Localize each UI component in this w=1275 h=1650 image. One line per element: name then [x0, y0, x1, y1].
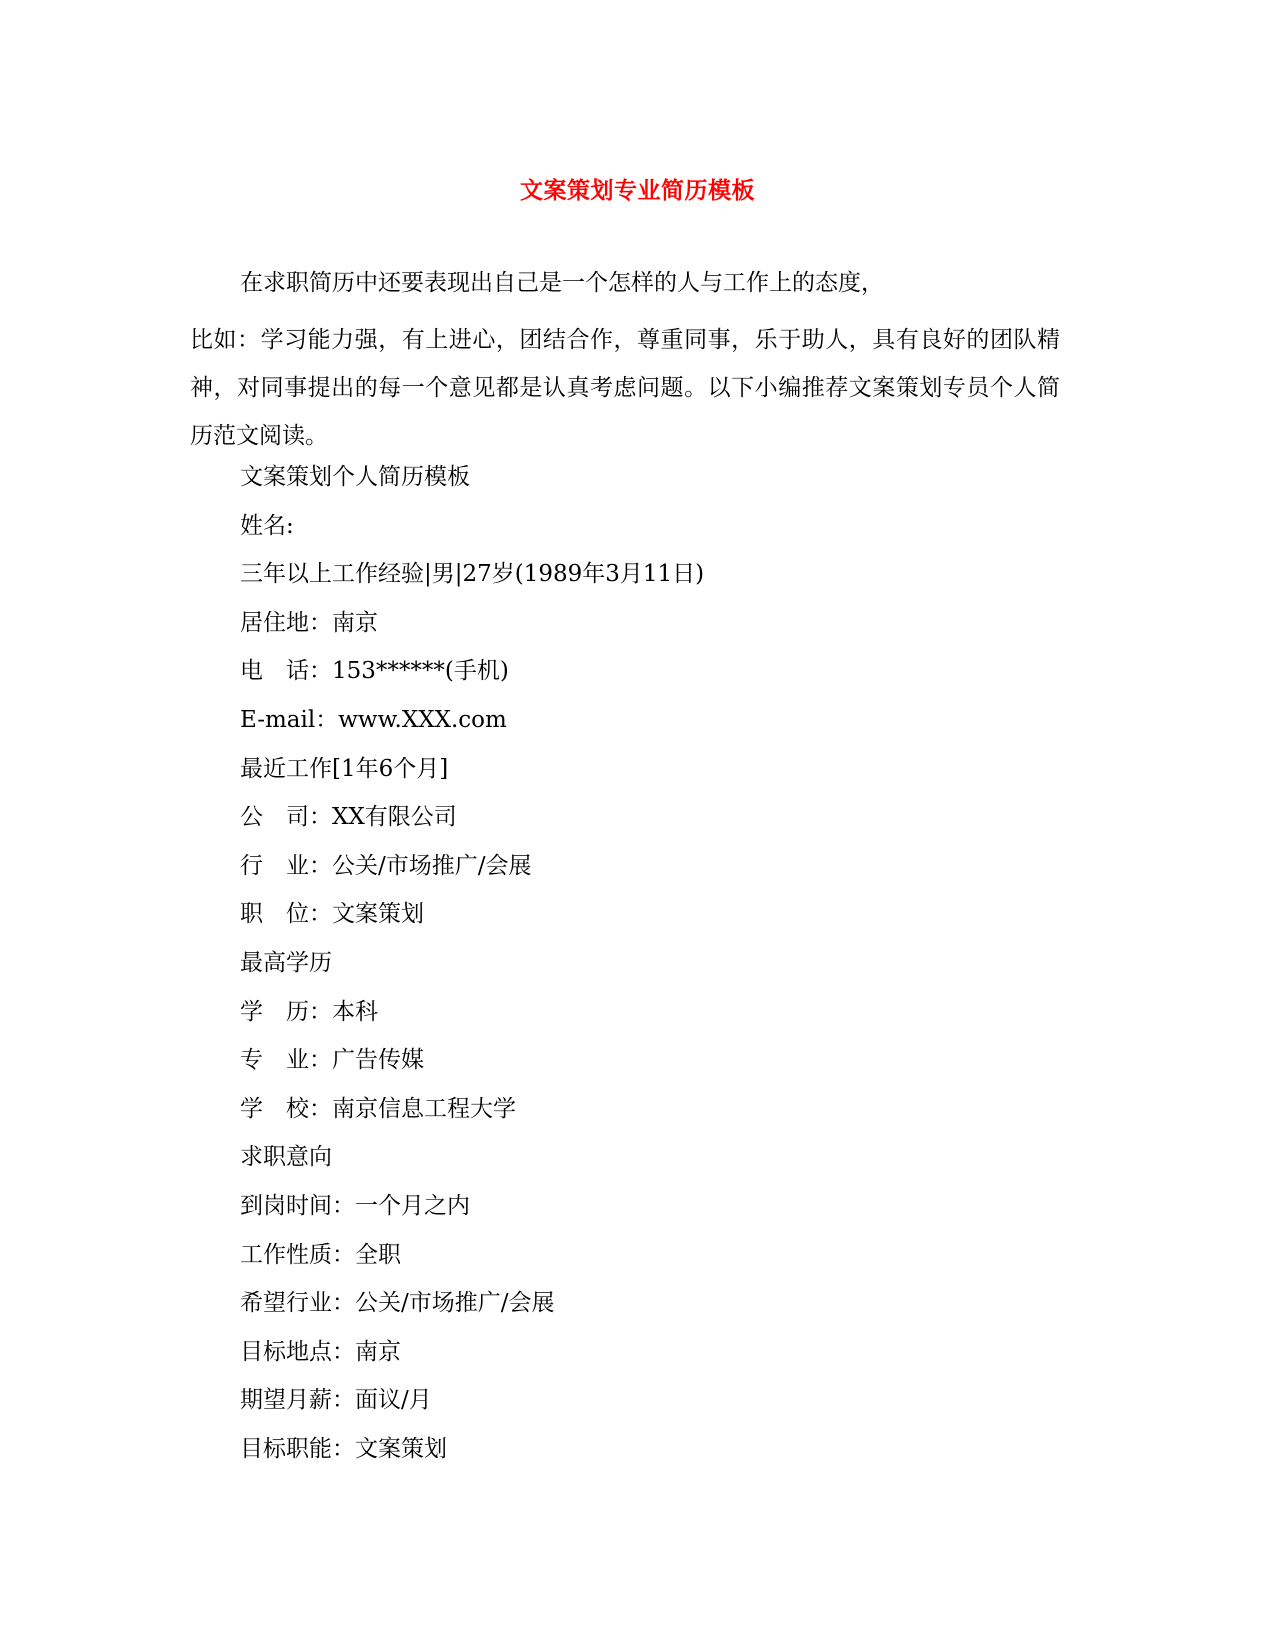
phone-field: 电 话：153******(手机)	[240, 658, 509, 685]
education-heading: 最高学历	[240, 949, 332, 976]
major-field: 专 业：广告传媒	[240, 1047, 424, 1074]
desired-industry-field: 希望行业：公关/市场推广/会展	[240, 1290, 555, 1317]
intro-first-line: 在求职简历中还要表现出自己是一个怎样的人与工作上的态度，	[240, 270, 884, 296]
email-field: E-mail：www.XXX.com	[240, 706, 507, 733]
resume-template-heading: 文案策划个人简历模板	[240, 464, 470, 490]
job-intention-heading: 求职意向	[240, 1144, 332, 1171]
availability-field: 到岗时间：一个月之内	[240, 1192, 470, 1219]
school-field: 学 校：南京信息工程大学	[240, 1095, 516, 1122]
experience-summary: 三年以上工作经验|男|27岁(1989年3月11日)	[240, 561, 705, 588]
expected-salary-field: 期望月薪：面议/月	[240, 1387, 432, 1414]
target-location-field: 目标地点：南京	[240, 1338, 401, 1365]
intro-paragraph: 比如：学习能力强，有上进心，团结合作，尊重同事，乐于助人，具有良好的团队精神，对同事提出的每一个意见都是认真考虑问题。以下小编推荐文案策划专员个人简历范文阅读。	[190, 327, 1060, 449]
company-field: 公 司：XX有限公司	[240, 804, 457, 831]
name-field: 姓名:	[240, 512, 294, 539]
job-type-field: 工作性质：全职	[240, 1241, 401, 1268]
residence-field: 居住地：南京	[240, 609, 378, 636]
industry-field: 行 业：公关/市场推广/会展	[240, 852, 532, 879]
degree-field: 学 历：本科	[240, 998, 378, 1025]
document-title: 文案策划专业简历模板	[520, 177, 755, 204]
target-function-field: 目标职能：文案策划	[240, 1435, 447, 1462]
resume-lines	[240, 462, 704, 1482]
position-field: 职 位：文案策划	[240, 901, 424, 928]
recent-work-heading: 最近工作[1年6个月]	[240, 755, 449, 782]
